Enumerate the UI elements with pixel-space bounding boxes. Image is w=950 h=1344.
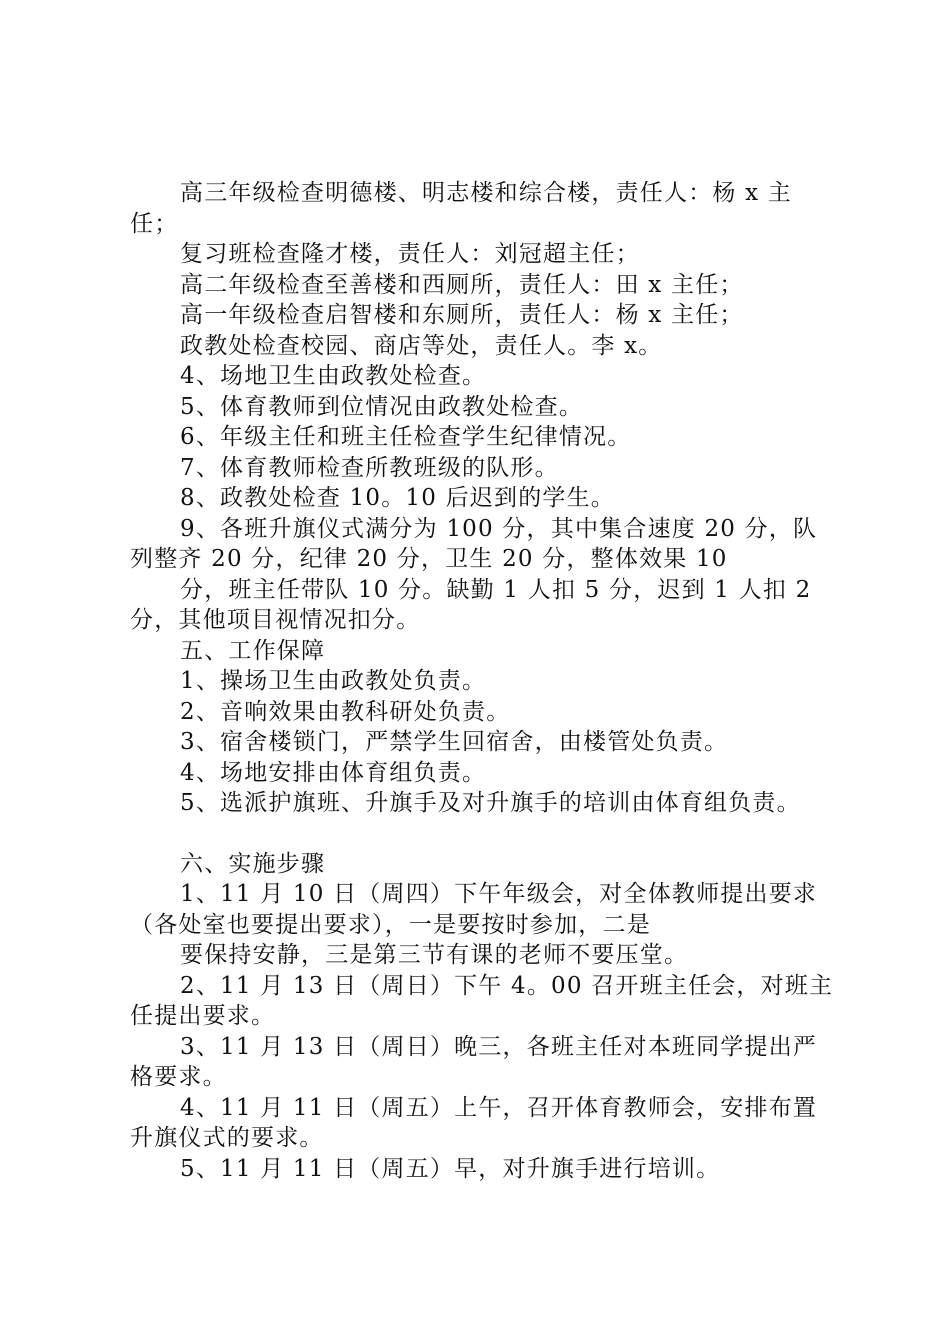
- paragraph: 分，班主任带队 10 分。缺勤 1 人扣 5 分，迟到 1 人扣 2 分，其他项目视情况扣分。: [130, 576, 812, 633]
- paragraph: 高一年级检查启智楼和东厕所，责任人：杨 x 主任；: [180, 302, 744, 328]
- paragraph: 5、体育教师到位情况由政教处检查。: [180, 393, 584, 420]
- paragraph: 9、各班升旗仪式满分为 100 分，其中集合速度 20 分，队列整齐 20 分，纪律 20 分，卫生 20 分，整体效果 10: [130, 515, 818, 572]
- paragraph: 1、11 月 10 日（周四）下午年级会，对全体教师提出要求（各处室也要提出要求），一是要按时参加，二是: [130, 881, 818, 938]
- paragraph: 7、体育教师检查所教班级的队形。: [180, 454, 559, 481]
- paragraph: 4、场地安排由体育组负责。: [180, 759, 487, 786]
- paragraph: 6、年级主任和班主任检查学生纪律情况。: [180, 424, 632, 450]
- section-heading: 五、工作保障: [180, 637, 326, 664]
- paragraph: 复习班检查隆才楼，责任人：刘冠超主任；: [180, 241, 640, 267]
- paragraph: 1、操场卫生由政教处负责。: [180, 668, 487, 694]
- paragraph: 8、政教处检查 10。10 后迟到的学生。: [180, 485, 615, 511]
- paragraph: 5、11 月 11 日（周五）早，对升旗手进行培训。: [180, 1155, 721, 1182]
- paragraph-spacer: [130, 819, 836, 849]
- paragraph: 3、11 月 13 日（周日）晚三，各班主任对本班同学提出严格要求。: [130, 1033, 818, 1090]
- paragraph: 5、选派护旗班、升旗手及对升旗手的培训由体育组负责。: [180, 790, 801, 816]
- paragraph: 2、音响效果由教科研处负责。: [180, 698, 511, 725]
- paragraph: 政教处检查校园、商店等处，责任人。李 x。: [180, 332, 663, 359]
- paragraph: 3、宿舍楼锁门，严禁学生回宿舍，由楼管处负责。: [180, 729, 729, 755]
- paragraph: 4、场地卫生由政教处检查。: [180, 363, 487, 389]
- paragraph: 高三年级检查明德楼、明志楼和综合楼，责任人：杨 x 主任；: [130, 180, 792, 237]
- document-body: [130, 178, 836, 1184]
- paragraph: 2、11 月 13 日（周日）下午 4。00 召开班主任会，对班主任提出要求。: [130, 972, 834, 1029]
- paragraph: 4、11 月 11 日（周五）上午，召开体育教师会，安排布置升旗仪式的要求。: [130, 1094, 818, 1151]
- section-heading: 六、实施步骤: [180, 850, 326, 877]
- paragraph: 高二年级检查至善楼和西厕所，责任人：田 x 主任；: [180, 271, 744, 298]
- paragraph: 要保持安静，三是第三节有课的老师不要压堂。: [180, 942, 689, 968]
